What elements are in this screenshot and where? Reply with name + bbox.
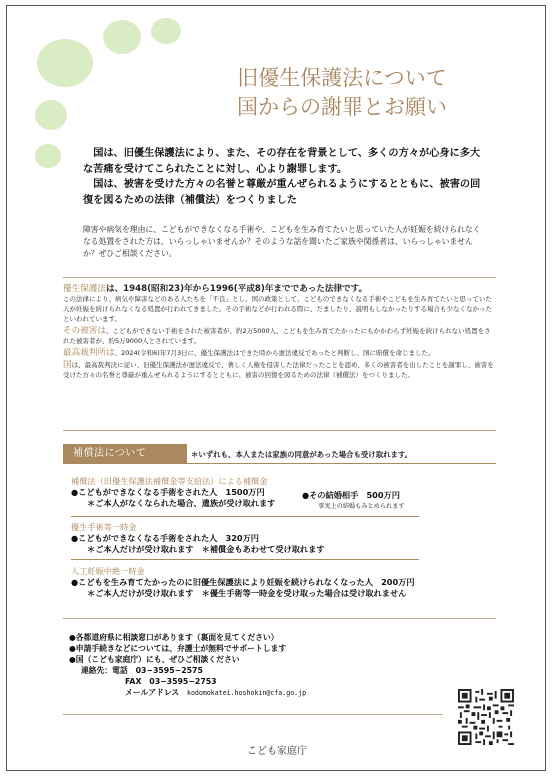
divider (63, 618, 496, 619)
compensation-item: ●こどもができなくなる手術をされた人 1500万円 (71, 487, 265, 497)
abortion-lump-sum (71, 566, 491, 599)
spouse-compensation (302, 490, 405, 512)
history-para: その被害は、こどもができない手術をされた被害者が、約2万5000人、こどもを生み育てたかったにもかかわらず妊娠を続けられない処置をされた被害者が、約5万9000人とされています。 (63, 326, 491, 345)
decorative-circle (151, 18, 181, 44)
contact-section (69, 632, 369, 699)
phone-number: 連絡先：電話 03−3595−2575 (81, 666, 203, 675)
decorative-circle (37, 39, 93, 87)
decorative-circle (35, 144, 61, 168)
consultation-line: ●各都道府県に相談窓口があります（裏面を見てください） (69, 633, 279, 642)
compensation-banner: 補償法について (63, 444, 187, 463)
qr-code-icon[interactable] (458, 689, 514, 745)
compensation-item: ●こどもを生み育てたかったのに旧優生保護法により妊娠を続けられなくなった人 200万円 (71, 577, 415, 587)
divider (63, 714, 443, 715)
spouse-item: ●その結婚相手 500万円 (302, 490, 400, 500)
agency-footer: こども家庭庁 (247, 746, 307, 757)
email-address[interactable]: kodomokatei.hoshokin@cfa.go.jp (186, 689, 307, 697)
apology-statement (83, 146, 483, 208)
compensation-note: ＊ご本人がなくなられた場合、遺族が受け取れます (87, 498, 276, 508)
page-title (157, 64, 527, 122)
compensation-note: ＊ご本人だけが受け取れます ＊補償金もあわせて受け取れます (87, 544, 325, 554)
lawyer-line: ●申請手続きなどについては、弁護士が無料でサポートします (69, 644, 287, 653)
history-section (63, 284, 496, 382)
compensation-item: ●こどもができなくなる手術をされた人 320万円 (71, 533, 259, 543)
intro-text: 障害や病気を理由に、こどもができなくなる手術や、こどもを生み育てたいと思っていた人が妊娠を続けられなくなる処置をされた方は、いらっしゃいませんか？そのような話を聞いたご家族や関係者は、いらっしゃいませんか？ぜひご相談ください。 (83, 225, 481, 258)
history-para: 国は、最高裁判決に従い、旧優生保護法が憲法違反で、著しく人権を侵害した法律だったことを認め、多くの被害者を出したことを謝罪し、被害を受けた方々の名誉と尊厳が重んぜられるようにするとともに、被害の回復を図るための法律（補償法）をつくりました。 (63, 360, 494, 379)
section-heading: 補償法（旧優生保護法補償金等支給法）による補償金 (71, 476, 268, 486)
decorative-circle (103, 20, 141, 54)
divider (63, 277, 496, 278)
law-paragraph: 国は、被害を受けた方々の名誉と尊厳が重んぜられるようにするとともに、被害の回復を図るための法律（補償法）をつくりました (83, 179, 481, 206)
spouse-note: 事実上の結婚もみとめられます (318, 503, 405, 510)
divider (63, 430, 496, 431)
title-line-2: 国からの謝罪とお願い (237, 95, 447, 119)
banner-underline (63, 463, 496, 464)
section-heading: 優生手術等一時金 (71, 522, 137, 532)
compensation-main (71, 476, 471, 509)
title-line-1: 旧優生保護法について (237, 66, 447, 90)
consent-note: ＊いずれも、本人または家族の同意があった場合も受け取れます。 (191, 450, 413, 459)
agency-line: ●国（こども家庭庁）にも、ぜひご相談ください (69, 655, 240, 664)
divider (71, 516, 419, 517)
decorative-circle (35, 100, 67, 130)
fax-number: FAX 03−3595−2753 (125, 677, 217, 686)
apology-paragraph: 国は、旧優生保護法により、また、その存在を背景として、多くの方々が心身に多大な苦痛を受けてこられたことに対し、心より謝罪します。 (83, 148, 481, 175)
history-para: 優生保護法は、1948(昭和23)年から1996(平成8)年までであった法律です。 この法律により、病気や障害などのある人たちを「不良」とし、国の政策として、こどものできなくなる手術やこどもを生み育てたいと思っていた人が妊娠を続けられなくなる処置が行われてきました。その手術などが行われる際に、だましたり、説明もしなかったりする場合も少なくなかったといわれています。 (63, 284, 492, 323)
compensation-note: ＊ご本人だけが受け取れます ＊優生手術等一時金を受け取った場合は受け取れません (87, 588, 407, 598)
email-line: メールアドレス kodomokatei.hoshokin@cfa.go.jp (125, 688, 307, 697)
flyer-page (6, 5, 546, 771)
section-heading: 人工妊娠中絶一時金 (71, 566, 145, 576)
history-para: 最高裁判所は、2024(令和6)年7月3日に、優生保護法はできた時から憲法違反であったと判断し、国に賠償を命じました。 (63, 348, 435, 358)
divider (71, 559, 419, 560)
surgery-lump-sum (71, 522, 471, 555)
